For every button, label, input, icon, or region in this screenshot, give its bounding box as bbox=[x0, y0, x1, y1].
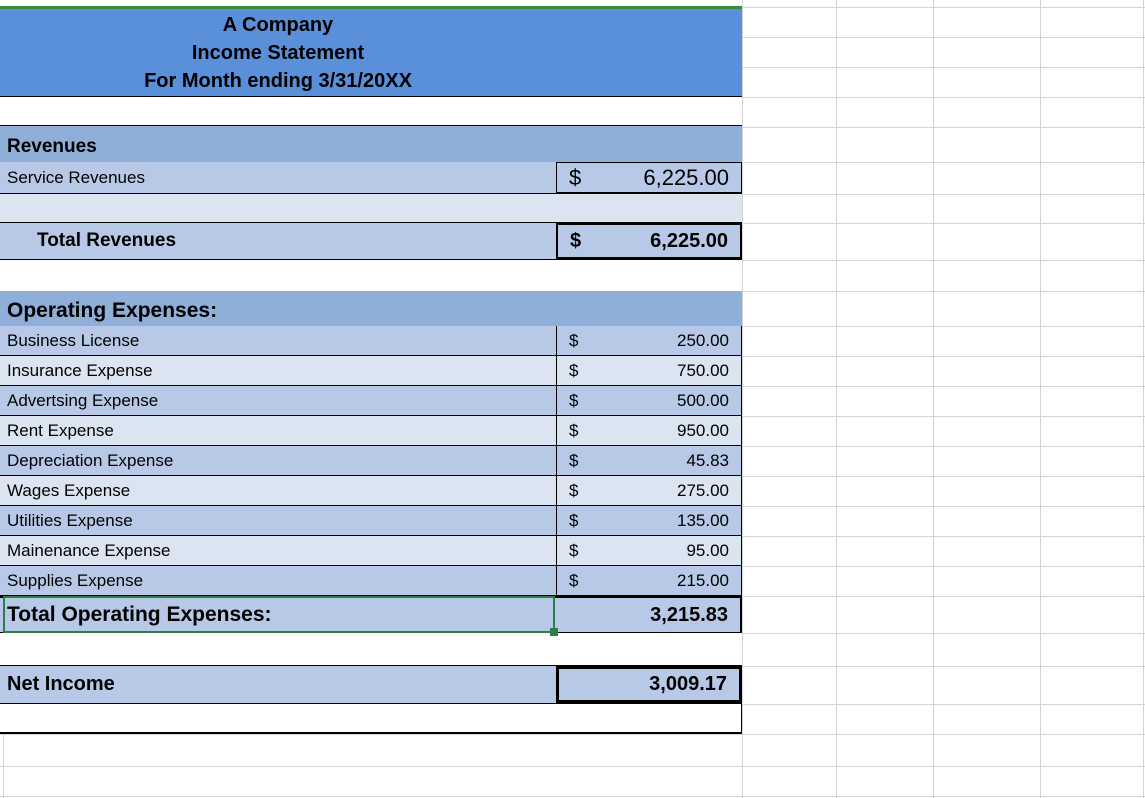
line-item-label: Utilities Expense bbox=[7, 510, 133, 530]
gridline bbox=[742, 162, 1145, 163]
company-name: A Company bbox=[222, 13, 334, 36]
currency-symbol: $ bbox=[569, 390, 579, 410]
currency-symbol: $ bbox=[570, 229, 582, 252]
line-item-label: Business License bbox=[7, 330, 140, 350]
net-income-cell[interactable] bbox=[556, 666, 742, 703]
expense-row[interactable] bbox=[0, 446, 742, 476]
amount-value: 950.00 bbox=[677, 420, 729, 440]
currency-symbol: $ bbox=[569, 480, 579, 500]
total-expenses-value: 3,215.83 bbox=[650, 603, 728, 626]
statement-period: For Month ending 3/31/20XX bbox=[144, 69, 412, 92]
gridline bbox=[0, 796, 742, 797]
line-item-label: Depreciation Expense bbox=[7, 450, 174, 470]
expense-row[interactable] bbox=[0, 536, 742, 566]
gridline bbox=[742, 67, 1145, 68]
currency-symbol: $ bbox=[569, 570, 579, 590]
fill-handle[interactable] bbox=[550, 628, 558, 636]
total-revenues-label: Total Revenues bbox=[37, 230, 177, 251]
currency-symbol: $ bbox=[569, 510, 579, 530]
total-revenues-value: 6,225.00 bbox=[650, 229, 728, 252]
gridline bbox=[742, 566, 1145, 567]
expenses-heading-row[interactable] bbox=[0, 291, 742, 326]
blank-row[interactable] bbox=[0, 96, 742, 126]
currency-symbol: $ bbox=[569, 420, 579, 440]
gridline bbox=[742, 446, 1145, 447]
amount-cell[interactable] bbox=[556, 536, 742, 565]
gridline bbox=[742, 666, 1145, 667]
expenses-heading: Operating Expenses: bbox=[7, 299, 218, 322]
currency-symbol: $ bbox=[569, 540, 579, 560]
expense-row[interactable] bbox=[0, 416, 742, 446]
line-item-label: Insurance Expense bbox=[7, 360, 153, 380]
line-item-label: Mainenance Expense bbox=[7, 540, 171, 560]
gridline bbox=[742, 326, 1145, 327]
line-item-label: Service Revenues bbox=[7, 167, 145, 187]
gridline bbox=[742, 223, 1145, 224]
revenues-heading-row[interactable] bbox=[0, 126, 742, 162]
gridline bbox=[742, 386, 1145, 387]
gridline bbox=[742, 356, 1145, 357]
blank-row[interactable] bbox=[0, 260, 742, 291]
net-income-row[interactable] bbox=[0, 666, 742, 704]
gridline bbox=[742, 291, 1145, 292]
line-item-label: Supplies Expense bbox=[7, 570, 144, 590]
amount-cell[interactable] bbox=[556, 446, 742, 475]
gridline bbox=[836, 0, 837, 798]
gridline bbox=[742, 734, 1145, 735]
amount-value: 6,225.00 bbox=[643, 164, 729, 190]
expense-row[interactable] bbox=[0, 356, 742, 386]
gridline bbox=[0, 766, 742, 767]
gridline bbox=[0, 734, 742, 735]
gridline bbox=[742, 536, 1145, 537]
gridline bbox=[742, 260, 1145, 261]
statement-name: Income Statement bbox=[191, 41, 365, 64]
total-revenues-row[interactable] bbox=[0, 223, 742, 260]
amount-cell[interactable] bbox=[556, 476, 742, 505]
total-revenues-cell[interactable] bbox=[556, 223, 742, 259]
amount-value: 95.00 bbox=[686, 540, 729, 560]
expense-row[interactable] bbox=[0, 506, 742, 536]
currency-symbol: $ bbox=[569, 330, 579, 350]
amount-value: 215.00 bbox=[677, 570, 729, 590]
gridline bbox=[742, 416, 1145, 417]
amount-value: 275.00 bbox=[677, 480, 729, 500]
statement-title-cell[interactable] bbox=[0, 6, 742, 96]
total-expenses-label: Total Operating Expenses: bbox=[7, 603, 272, 626]
amount-cell[interactable] bbox=[556, 162, 742, 193]
currency-symbol: $ bbox=[569, 360, 579, 380]
amount-value: 45.83 bbox=[686, 450, 729, 470]
gridline bbox=[742, 766, 1145, 767]
blank-row[interactable] bbox=[0, 194, 742, 223]
gridline bbox=[742, 506, 1145, 507]
blank-row[interactable] bbox=[0, 704, 742, 734]
amount-value: 135.00 bbox=[677, 510, 729, 530]
amount-cell[interactable] bbox=[556, 386, 742, 415]
blank-row[interactable] bbox=[0, 633, 742, 666]
gridline bbox=[742, 796, 1145, 797]
revenues-heading: Revenues bbox=[7, 136, 97, 157]
line-item-label: Rent Expense bbox=[7, 420, 114, 440]
gridline bbox=[742, 0, 743, 798]
gridline bbox=[742, 633, 1145, 634]
amount-cell[interactable] bbox=[556, 506, 742, 535]
amount-value: 500.00 bbox=[677, 390, 729, 410]
line-item-label: Advertsing Expense bbox=[7, 390, 159, 410]
amount-value: 250.00 bbox=[677, 330, 729, 350]
gridline bbox=[742, 704, 1145, 705]
gridline bbox=[933, 0, 934, 798]
amount-cell[interactable] bbox=[556, 566, 742, 595]
gridline bbox=[1143, 0, 1144, 798]
currency-symbol: $ bbox=[569, 164, 582, 190]
expense-row[interactable] bbox=[0, 566, 742, 596]
amount-cell[interactable] bbox=[556, 416, 742, 445]
expense-row[interactable] bbox=[0, 386, 742, 416]
gridline bbox=[742, 127, 1145, 128]
gridline bbox=[742, 7, 1145, 8]
service-revenues-row[interactable] bbox=[0, 162, 742, 194]
selected-cell-outline bbox=[3, 596, 555, 633]
expense-row[interactable] bbox=[0, 326, 742, 356]
gridline bbox=[742, 476, 1145, 477]
total-expenses-cell[interactable] bbox=[556, 598, 742, 632]
amount-cell[interactable] bbox=[556, 326, 742, 355]
gridline bbox=[742, 37, 1145, 38]
gridline bbox=[1040, 0, 1041, 798]
gridline bbox=[3, 734, 4, 798]
line-item-label: Wages Expense bbox=[7, 480, 131, 500]
net-income-label: Net Income bbox=[7, 673, 115, 695]
currency-symbol: $ bbox=[569, 450, 579, 470]
gridline bbox=[742, 194, 1145, 195]
amount-cell[interactable] bbox=[556, 356, 742, 385]
amount-value: 750.00 bbox=[677, 360, 729, 380]
gridline bbox=[742, 596, 1145, 597]
gridline bbox=[742, 97, 1145, 98]
net-income-value: 3,009.17 bbox=[649, 673, 727, 695]
expense-row[interactable] bbox=[0, 476, 742, 506]
